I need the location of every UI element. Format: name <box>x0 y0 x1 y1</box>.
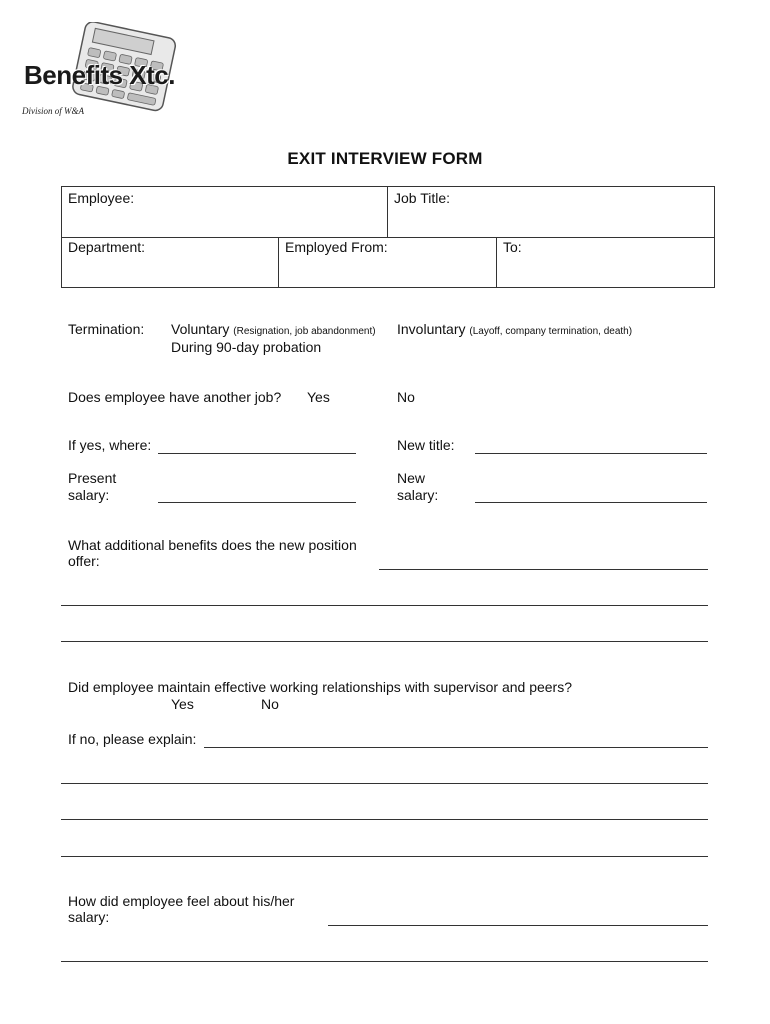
benefits-question-1: What additional benefits does the new position <box>68 537 357 553</box>
voluntary-note: (Resignation, job abandonment) <box>233 326 376 337</box>
present-salary-label-1: Present <box>68 470 117 486</box>
probation-option[interactable]: During 90-day probation <box>171 339 322 355</box>
relationships-no[interactable]: No <box>261 696 279 712</box>
employed-to-label: To: <box>503 239 522 255</box>
logo-brand: Benefits Xtc. <box>24 60 175 90</box>
another-job-question: Does employee have another job? <box>68 389 282 405</box>
relationships-yes[interactable]: Yes <box>171 696 194 712</box>
involuntary-note: (Layoff, company termination, death) <box>469 326 633 337</box>
benefits-field-line-2[interactable] <box>61 605 708 606</box>
explain-field-line-3[interactable] <box>61 819 708 820</box>
present-salary-label-2: salary: <box>68 487 110 503</box>
present-salary-field[interactable] <box>158 502 356 503</box>
new-salary-field[interactable] <box>475 502 707 503</box>
benefits-question-2: offer: <box>68 553 100 569</box>
if-no-explain-label: If no, please explain: <box>68 731 197 747</box>
if-yes-where-label: If yes, where: <box>68 437 152 453</box>
another-job-yes[interactable]: Yes <box>307 389 330 405</box>
department-label: Department: <box>68 239 146 255</box>
job-title-label: Job Title: <box>394 190 451 206</box>
benefits-field-line-3[interactable] <box>61 641 708 642</box>
another-job-no[interactable]: No <box>397 389 415 405</box>
salary-feeling-question-2: salary: <box>68 909 110 925</box>
employee-info-table <box>61 186 715 288</box>
relationships-question: Did employee maintain effective working relationships with supervisor and peers? <box>68 679 572 695</box>
involuntary-option[interactable] <box>397 321 632 340</box>
salary-feeling-question-1: How did employee feel about his/her <box>68 893 295 909</box>
salary-feeling-field-line-2[interactable] <box>61 961 708 962</box>
new-title-label: New title: <box>397 437 455 453</box>
new-salary-label-1: New <box>397 470 426 486</box>
new-title-field[interactable] <box>475 453 707 454</box>
employed-from-label: Employed From: <box>285 239 388 255</box>
page-title: EXIT INTERVIEW FORM <box>287 149 483 168</box>
voluntary-option[interactable] <box>171 321 376 340</box>
if-yes-where-field[interactable] <box>158 453 356 454</box>
explain-field-line-4[interactable] <box>61 856 708 857</box>
employee-label: Employee: <box>68 190 135 206</box>
salary-feeling-field[interactable] <box>328 925 708 926</box>
explain-field[interactable] <box>204 747 708 748</box>
new-salary-label-2: salary: <box>397 487 439 503</box>
company-logo <box>18 22 193 122</box>
termination-label: Termination: <box>68 321 145 337</box>
logo-tagline: Division of W&A <box>22 106 84 116</box>
involuntary-label: Involuntary <box>397 321 466 337</box>
voluntary-label: Voluntary <box>171 321 230 337</box>
explain-field-line-2[interactable] <box>61 783 708 784</box>
benefits-field[interactable] <box>379 569 708 570</box>
